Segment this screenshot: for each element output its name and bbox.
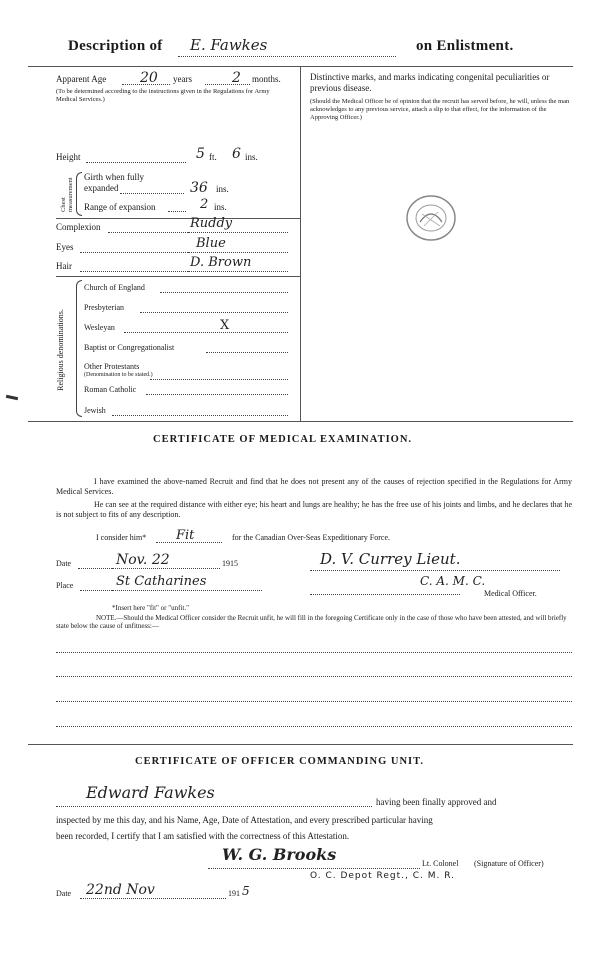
consider-value: Fit [176, 528, 195, 543]
range-label: Range of expansion [84, 202, 156, 212]
officer-date-line [80, 898, 226, 899]
consider-prefix: I consider him* [96, 533, 147, 542]
medical-signature-line [310, 570, 560, 571]
officer-name-line [56, 806, 372, 807]
page-title [68, 38, 163, 55]
unfit-cause-line-3 [56, 701, 572, 702]
religion-roman-catholic: Roman Catholic [84, 385, 137, 394]
unfit-cause-line-4 [56, 726, 572, 727]
officer-year-suffix: 5 [242, 884, 250, 898]
medical-officer-line [310, 594, 460, 595]
medical-place-value: St Catharines [116, 574, 207, 589]
age-months-line [205, 84, 250, 85]
religion-line-6 [112, 415, 288, 416]
chest-rule [56, 218, 300, 219]
officer-text-after-name: having been finally approved and [376, 797, 497, 807]
complexion-line [188, 232, 288, 233]
height-ft-value: 5 [196, 146, 205, 162]
distinctive-marks-note: (Should the Medical Officer be of opinion that the recruit has served before, he will, unless the man acknowledges to any previous service, attach a slip to that effect, for the information of the Approving Officer.) [310, 98, 570, 121]
religion-line-1 [140, 312, 288, 313]
officer-date-value: 22nd Nov [86, 882, 155, 898]
officer-rank: Lt. Colonel [422, 859, 459, 868]
religion-line-3 [206, 352, 288, 353]
consider-line [156, 542, 222, 543]
hair-line [188, 271, 288, 272]
complexion-lead-line [108, 232, 188, 233]
range-value: 2 [200, 197, 209, 212]
hair-rule [56, 276, 300, 277]
officer-signature: W. G. Brooks [222, 845, 337, 864]
other-protestants-note: (Denomination to be stated.) [84, 372, 153, 378]
height-label: Height [56, 152, 81, 162]
unfit-note: NOTE.—Should the Medical Officer consider the Recruit unfit, he will fill in the foregoing Certificate only in the case of those who have been attested, and will briefly state below the cause of unfitness:— [56, 614, 567, 630]
height-in-value: 6 [232, 146, 241, 162]
hair-lead-line [80, 271, 188, 272]
religion-presbyterian: Presbyterian [84, 303, 124, 312]
title-prefix: Description of [68, 38, 163, 54]
chest-side-label: Chest measurement [60, 177, 74, 212]
officer-year-prefix: 191 [228, 889, 240, 898]
religion-jewish: Jewish [84, 406, 106, 415]
officer-signature-line [208, 868, 420, 869]
girth-line [120, 193, 184, 194]
medical-place-label: Place [56, 581, 74, 590]
title-name-line [178, 56, 396, 57]
officer-line-2: inspected by me this day, and his Name, Age, Date of Attestation, and every prescribed particular having [56, 815, 433, 825]
medical-date-lead [78, 568, 112, 569]
officer-unit: O. C. Depot Regt., C. M. R. [310, 871, 456, 881]
girth-ins-label: ins. [216, 184, 229, 194]
religion-line-0 [160, 292, 288, 293]
column-divider [300, 66, 301, 421]
age-months-value: 2 [232, 70, 241, 86]
eyes-value: Blue [196, 236, 226, 251]
unfit-cause-line-2 [56, 676, 572, 677]
religion-other-protestants: Other Protestants [84, 362, 140, 371]
years-label: years [173, 74, 192, 84]
officer-date-label: Date [56, 889, 72, 898]
religion-line-2 [124, 332, 288, 333]
distinctive-marks-heading: Distinctive marks, and marks indicating congenital peculiarities or previous disease. [310, 72, 550, 93]
age-note: (To be determined according to the instructions given in the Regulations for Army Medical Services.) [56, 88, 270, 103]
hair-label: Hair [56, 261, 72, 271]
medical-officer-unit: C. A. M. C. [420, 574, 486, 588]
medical-officer-signature: D. V. Currey Lieut. [320, 550, 461, 568]
religion-baptist: Baptist or Congregationalist [84, 343, 175, 352]
recruit-name-header: E. Fawkes [190, 36, 268, 54]
medical-place-lead [80, 590, 112, 591]
medical-date-value: Nov. 22 [116, 552, 170, 568]
officer-top-rule [28, 744, 573, 745]
height-lead-line [86, 162, 186, 163]
religion-church-of-england: Church of England [84, 283, 145, 292]
medical-officer-label: Medical Officer. [484, 589, 537, 598]
official-seal-stamp [400, 188, 462, 248]
range-ins-label: ins. [214, 202, 227, 212]
religion-brace [76, 280, 82, 417]
eyes-lead-line [80, 252, 188, 253]
fit-unfit-footnote: *Insert here "fit" or "unfit." [112, 604, 189, 612]
medical-date-label: Date [56, 559, 72, 568]
title-suffix: on Enlistment. [416, 38, 514, 54]
unfit-cause-line-1 [56, 652, 572, 653]
eyes-label: Eyes [56, 242, 74, 252]
consider-suffix: for the Canadian Over-Seas Expeditionary Force. [232, 533, 391, 542]
eyes-line [188, 252, 288, 253]
officer-recruit-name: Edward Fawkes [86, 783, 215, 802]
religion-line-4 [150, 379, 288, 380]
religion-wesleyan: Wesleyan [84, 323, 115, 332]
officer-certificate-title: CERTIFICATE OF OFFICER COMMANDING UNIT. [135, 756, 424, 767]
scan-mark [6, 395, 18, 400]
chest-brace [76, 172, 82, 216]
medical-para-2: He can see at the required distance with either eye; his heart and lungs are healthy; he has the free use of his joints and limbs, and he declares that he is not subject to fits of any description. [56, 500, 572, 519]
medical-date-line [112, 568, 220, 569]
age-years-value: 20 [140, 70, 158, 86]
months-label: months. [252, 74, 281, 84]
wesleyan-mark: X [220, 318, 230, 333]
religion-side-label: Religious denominations. [56, 309, 65, 391]
apparent-age-label: Apparent Age [56, 74, 107, 84]
range-line [168, 211, 186, 212]
girth-value: 36 [190, 180, 208, 196]
age-years-line [122, 84, 170, 85]
ft-label: ft. [209, 152, 217, 162]
complexion-label: Complexion [56, 222, 101, 232]
officer-signature-label: (Signature of Officer) [474, 859, 544, 868]
medical-para-1: I have examined the above-named Recruit and find that he does not present any of the causes of rejection specified in the Regulations for Army Medical Services. [56, 477, 572, 496]
medical-date-year: 1915 [222, 559, 238, 568]
medical-place-line [112, 590, 262, 591]
girth-label: Girth when fully expanded [84, 172, 144, 193]
religion-line-5 [146, 394, 288, 395]
hair-value: D. Brown [190, 255, 252, 270]
officer-line-3: been recorded, I certify that I am satisfied with the correctness of this Attestation. [56, 831, 350, 841]
medical-certificate-title: CERTIFICATE OF MEDICAL EXAMINATION. [153, 434, 413, 445]
height-ins-label: ins. [245, 152, 258, 162]
complexion-value: Ruddy [190, 216, 233, 231]
medical-top-rule [28, 421, 573, 422]
